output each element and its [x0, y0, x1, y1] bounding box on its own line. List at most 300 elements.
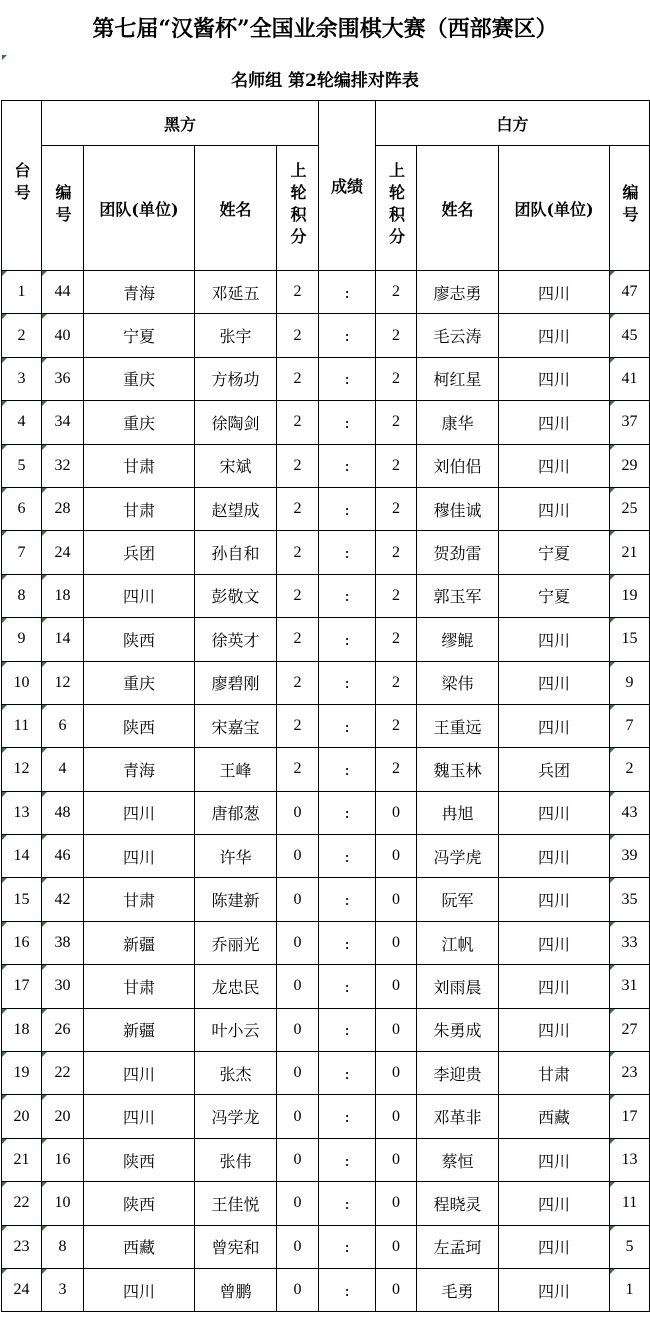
cell-marker-icon [42, 662, 47, 667]
cell-marker-icon [610, 401, 615, 406]
white-id: 31 [610, 965, 650, 1008]
black-team: 重庆 [84, 357, 195, 400]
table-row [2, 444, 650, 487]
cell-marker-icon [2, 55, 7, 60]
black-team: 甘肃 [84, 487, 195, 530]
white-prev-score: 0 [376, 1095, 417, 1138]
white-prev-score: 0 [376, 1182, 417, 1225]
table-row [2, 574, 650, 617]
white-prev-score: 0 [376, 835, 417, 878]
black-team: 西藏 [84, 1225, 195, 1268]
result-separator: : [319, 835, 376, 878]
white-name: 刘雨晨 [417, 965, 499, 1008]
table-row [2, 531, 650, 574]
cell-marker-icon [42, 1009, 47, 1014]
result-separator: : [319, 574, 376, 617]
white-id: 37 [610, 401, 650, 444]
black-prev-score: 0 [277, 835, 319, 878]
table-row [2, 357, 650, 400]
cell-marker-icon [610, 314, 615, 319]
white-prev-score: 0 [376, 791, 417, 834]
cell-marker-icon [610, 662, 615, 667]
white-team: 四川 [499, 401, 610, 444]
white-name: 康华 [417, 401, 499, 444]
header-black-name: 姓名 [195, 146, 277, 271]
black-id: 22 [42, 1052, 84, 1095]
white-name: 毛勇 [417, 1268, 499, 1311]
white-id: 23 [610, 1052, 650, 1095]
cell-marker-icon [610, 575, 615, 580]
white-id: 15 [610, 618, 650, 661]
white-prev-score: 2 [376, 444, 417, 487]
white-team: 四川 [499, 878, 610, 921]
white-id: 41 [610, 357, 650, 400]
black-team: 四川 [84, 1268, 195, 1311]
black-id: 26 [42, 1008, 84, 1051]
white-name: 郭玉军 [417, 574, 499, 617]
cell-marker-icon [42, 314, 47, 319]
black-name: 邓延五 [195, 271, 277, 314]
black-id: 42 [42, 878, 84, 921]
white-team: 四川 [499, 1182, 610, 1225]
cell-marker-icon [2, 618, 7, 623]
result-separator: : [319, 748, 376, 791]
black-prev-score: 2 [277, 487, 319, 530]
white-name: 穆佳诚 [417, 487, 499, 530]
board-number: 24 [2, 1268, 42, 1311]
white-name: 程晓灵 [417, 1182, 499, 1225]
header-board: 台号 [2, 101, 42, 271]
white-id: 17 [610, 1095, 650, 1138]
cell-marker-icon [42, 705, 47, 710]
black-team: 重庆 [84, 401, 195, 444]
black-name: 张宇 [195, 314, 277, 357]
result-separator: : [319, 271, 376, 314]
white-team: 四川 [499, 1008, 610, 1051]
board-number: 13 [2, 791, 42, 834]
table-row [2, 704, 650, 747]
table-row [2, 878, 650, 921]
white-name: 毛云涛 [417, 314, 499, 357]
cell-marker-icon [610, 531, 615, 536]
black-name: 徐陶剑 [195, 401, 277, 444]
cell-marker-icon [2, 401, 7, 406]
white-id: 19 [610, 574, 650, 617]
board-number: 20 [2, 1095, 42, 1138]
cell-marker-icon [610, 705, 615, 710]
black-name: 王峰 [195, 748, 277, 791]
cell-marker-icon [42, 1226, 47, 1231]
result-separator: : [319, 618, 376, 661]
black-team: 甘肃 [84, 878, 195, 921]
white-id: 35 [610, 878, 650, 921]
black-prev-score: 2 [277, 271, 319, 314]
cell-marker-icon [610, 792, 615, 797]
cell-marker-icon [2, 965, 7, 970]
result-separator: : [319, 531, 376, 574]
black-id: 8 [42, 1225, 84, 1268]
cell-marker-icon [2, 531, 7, 536]
result-separator: : [319, 314, 376, 357]
black-id: 3 [42, 1268, 84, 1311]
cell-marker-icon [42, 1182, 47, 1187]
cell-marker-icon [2, 835, 7, 840]
result-separator: : [319, 704, 376, 747]
white-prev-score: 2 [376, 487, 417, 530]
black-name: 乔丽光 [195, 921, 277, 964]
black-id: 48 [42, 791, 84, 834]
pairing-rows [2, 271, 650, 1312]
table-row [2, 791, 650, 834]
black-id: 36 [42, 357, 84, 400]
black-name: 龙忠民 [195, 965, 277, 1008]
white-prev-score: 2 [376, 271, 417, 314]
table-row [2, 618, 650, 661]
cell-marker-icon [610, 1139, 615, 1144]
black-name: 冯学龙 [195, 1095, 277, 1138]
black-prev-score: 2 [277, 401, 319, 444]
white-name: 贺劲雷 [417, 531, 499, 574]
cell-marker-icon [42, 878, 47, 883]
result-separator: : [319, 921, 376, 964]
black-prev-score: 2 [277, 661, 319, 704]
white-id: 1 [610, 1268, 650, 1311]
white-team: 四川 [499, 704, 610, 747]
cell-marker-icon [2, 922, 7, 927]
cell-marker-icon [42, 618, 47, 623]
white-id: 2 [610, 748, 650, 791]
cell-marker-icon [2, 878, 7, 883]
table-row [2, 965, 650, 1008]
black-team: 四川 [84, 1095, 195, 1138]
white-prev-score: 0 [376, 1052, 417, 1095]
cell-marker-icon [2, 1226, 7, 1231]
cell-marker-icon [2, 1052, 7, 1057]
white-team: 兵团 [499, 748, 610, 791]
black-id: 14 [42, 618, 84, 661]
table-row [2, 661, 650, 704]
cell-marker-icon [610, 1095, 615, 1100]
board-number: 12 [2, 748, 42, 791]
result-separator: : [319, 1095, 376, 1138]
white-prev-score: 0 [376, 1008, 417, 1051]
black-id: 6 [42, 704, 84, 747]
white-id: 45 [610, 314, 650, 357]
cell-marker-icon [2, 748, 7, 753]
white-team: 四川 [499, 487, 610, 530]
black-id: 16 [42, 1138, 84, 1181]
table-row [2, 271, 650, 314]
white-id: 9 [610, 661, 650, 704]
board-number: 15 [2, 878, 42, 921]
cell-marker-icon [610, 748, 615, 753]
white-prev-score: 2 [376, 748, 417, 791]
table-row [2, 1052, 650, 1095]
cell-marker-icon [42, 401, 47, 406]
board-number: 23 [2, 1225, 42, 1268]
cell-marker-icon [610, 835, 615, 840]
cell-marker-icon [610, 1009, 615, 1014]
black-id: 40 [42, 314, 84, 357]
cell-marker-icon [42, 748, 47, 753]
black-name: 宋嘉宝 [195, 704, 277, 747]
white-prev-score: 2 [376, 531, 417, 574]
white-name: 缪鲲 [417, 618, 499, 661]
board-number: 9 [2, 618, 42, 661]
white-team: 四川 [499, 618, 610, 661]
cell-marker-icon [610, 488, 615, 493]
cell-marker-icon [2, 271, 7, 276]
cell-marker-icon [2, 1009, 7, 1014]
black-team: 甘肃 [84, 965, 195, 1008]
result-separator: : [319, 444, 376, 487]
table-row [2, 835, 650, 878]
cell-marker-icon [610, 878, 615, 883]
white-name: 朱勇成 [417, 1008, 499, 1051]
cell-marker-icon [2, 488, 7, 493]
white-prev-score: 0 [376, 1138, 417, 1181]
white-prev-score: 2 [376, 314, 417, 357]
table-row [2, 314, 650, 357]
white-team: 四川 [499, 314, 610, 357]
black-prev-score: 0 [277, 1268, 319, 1311]
board-number: 19 [2, 1052, 42, 1095]
white-team: 四川 [499, 921, 610, 964]
black-id: 46 [42, 835, 84, 878]
white-id: 39 [610, 835, 650, 878]
cell-marker-icon [610, 358, 615, 363]
black-name: 徐英才 [195, 618, 277, 661]
cell-marker-icon [2, 1139, 7, 1144]
black-prev-score: 0 [277, 1095, 319, 1138]
header-black: 黑方 [42, 101, 319, 146]
white-team: 四川 [499, 271, 610, 314]
board-number: 8 [2, 574, 42, 617]
table-row [2, 1138, 650, 1181]
cell-marker-icon [42, 271, 47, 276]
black-team: 重庆 [84, 661, 195, 704]
table-row [2, 1225, 650, 1268]
board-number: 10 [2, 661, 42, 704]
black-team: 陕西 [84, 704, 195, 747]
white-team: 宁夏 [499, 531, 610, 574]
white-prev-score: 0 [376, 921, 417, 964]
black-team: 陕西 [84, 1138, 195, 1181]
black-prev-score: 2 [277, 574, 319, 617]
white-name: 冯学虎 [417, 835, 499, 878]
white-team: 四川 [499, 444, 610, 487]
black-team: 四川 [84, 791, 195, 834]
white-prev-score: 2 [376, 704, 417, 747]
white-prev-score: 0 [376, 1225, 417, 1268]
black-team: 四川 [84, 835, 195, 878]
black-prev-score: 2 [277, 704, 319, 747]
cell-marker-icon [2, 792, 7, 797]
cell-marker-icon [42, 1095, 47, 1100]
header-black-team: 团队(单位) [84, 146, 195, 271]
black-prev-score: 2 [277, 531, 319, 574]
white-name: 蔡恒 [417, 1138, 499, 1181]
black-prev-score: 0 [277, 965, 319, 1008]
header-white-team: 团队(单位) [499, 146, 610, 271]
cell-marker-icon [610, 1182, 615, 1187]
white-prev-score: 2 [376, 574, 417, 617]
black-name: 孙自和 [195, 531, 277, 574]
cell-marker-icon [2, 1182, 7, 1187]
cell-marker-icon [42, 792, 47, 797]
table-row [2, 748, 650, 791]
cell-marker-icon [2, 575, 7, 580]
black-team: 陕西 [84, 618, 195, 661]
board-number: 2 [2, 314, 42, 357]
white-id: 27 [610, 1008, 650, 1051]
result-separator: : [319, 1052, 376, 1095]
cell-marker-icon [2, 662, 7, 667]
cell-marker-icon [42, 488, 47, 493]
white-id: 43 [610, 791, 650, 834]
result-separator: : [319, 487, 376, 530]
cell-marker-icon [42, 1139, 47, 1144]
black-team: 四川 [84, 1052, 195, 1095]
table-row [2, 921, 650, 964]
black-prev-score: 0 [277, 1052, 319, 1095]
black-prev-score: 2 [277, 618, 319, 661]
white-id: 5 [610, 1225, 650, 1268]
cell-marker-icon [42, 575, 47, 580]
black-id: 10 [42, 1182, 84, 1225]
black-prev-score: 0 [277, 1138, 319, 1181]
black-team: 新疆 [84, 921, 195, 964]
table-row [2, 1182, 650, 1225]
cell-marker-icon [42, 922, 47, 927]
black-name: 张伟 [195, 1138, 277, 1181]
black-name: 王佳悦 [195, 1182, 277, 1225]
white-id: 11 [610, 1182, 650, 1225]
board-number: 6 [2, 487, 42, 530]
black-name: 彭敬文 [195, 574, 277, 617]
cell-marker-icon [42, 1269, 47, 1274]
white-name: 廖志勇 [417, 271, 499, 314]
black-name: 方杨功 [195, 357, 277, 400]
black-id: 18 [42, 574, 84, 617]
cell-marker-icon [610, 618, 615, 623]
cell-marker-icon [42, 358, 47, 363]
board-number: 21 [2, 1138, 42, 1181]
black-team: 四川 [84, 574, 195, 617]
white-name: 魏玉林 [417, 748, 499, 791]
white-id: 47 [610, 271, 650, 314]
cell-marker-icon [610, 1226, 615, 1231]
result-separator: : [319, 1182, 376, 1225]
header-white-id: 编号 [610, 146, 650, 271]
cell-marker-icon [2, 1095, 7, 1100]
black-id: 4 [42, 748, 84, 791]
white-team: 西藏 [499, 1095, 610, 1138]
black-name: 曾宪和 [195, 1225, 277, 1268]
table-row [2, 1008, 650, 1051]
black-team: 青海 [84, 748, 195, 791]
board-number: 5 [2, 444, 42, 487]
white-id: 25 [610, 487, 650, 530]
black-name: 唐郁葱 [195, 791, 277, 834]
table-row [2, 1095, 650, 1138]
black-name: 曾鹏 [195, 1268, 277, 1311]
black-prev-score: 0 [277, 1225, 319, 1268]
document-title: 第七届“汉酱杯”全国业余围棋大赛（西部赛区） [92, 16, 558, 42]
white-id: 29 [610, 444, 650, 487]
white-team: 甘肃 [499, 1052, 610, 1095]
white-id: 7 [610, 704, 650, 747]
document-subtitle: 名师组 第2轮编排对阵表 [231, 71, 419, 91]
white-name: 江帆 [417, 921, 499, 964]
cell-marker-icon [2, 314, 7, 319]
cell-marker-icon [2, 358, 7, 363]
cell-marker-icon [2, 1269, 7, 1274]
black-prev-score: 2 [277, 748, 319, 791]
black-team: 甘肃 [84, 444, 195, 487]
black-team: 宁夏 [84, 314, 195, 357]
white-name: 梁伟 [417, 661, 499, 704]
black-team: 兵团 [84, 531, 195, 574]
white-name: 邓革非 [417, 1095, 499, 1138]
black-prev-score: 0 [277, 921, 319, 964]
result-separator: : [319, 1225, 376, 1268]
board-number: 14 [2, 835, 42, 878]
white-prev-score: 0 [376, 878, 417, 921]
result-separator: : [319, 878, 376, 921]
result-separator: : [319, 1268, 376, 1311]
cell-marker-icon [610, 1052, 615, 1057]
black-id: 38 [42, 921, 84, 964]
black-id: 28 [42, 487, 84, 530]
black-prev-score: 0 [277, 1182, 319, 1225]
black-team: 陕西 [84, 1182, 195, 1225]
black-id: 32 [42, 444, 84, 487]
header-white: 白方 [376, 101, 650, 146]
cell-marker-icon [610, 1269, 615, 1274]
white-prev-score: 0 [376, 965, 417, 1008]
result-separator: : [319, 401, 376, 444]
white-team: 四川 [499, 965, 610, 1008]
cell-marker-icon [610, 922, 615, 927]
white-id: 13 [610, 1138, 650, 1181]
white-prev-score: 2 [376, 661, 417, 704]
header-white-name: 姓名 [417, 146, 499, 271]
black-id: 44 [42, 271, 84, 314]
white-team: 宁夏 [499, 574, 610, 617]
black-name: 赵望成 [195, 487, 277, 530]
black-name: 许华 [195, 835, 277, 878]
black-prev-score: 2 [277, 357, 319, 400]
white-name: 王重远 [417, 704, 499, 747]
white-id: 21 [610, 531, 650, 574]
white-team: 四川 [499, 791, 610, 834]
black-id: 20 [42, 1095, 84, 1138]
black-id: 30 [42, 965, 84, 1008]
black-team: 新疆 [84, 1008, 195, 1051]
table-row [2, 401, 650, 444]
cell-marker-icon [610, 965, 615, 970]
board-number: 3 [2, 357, 42, 400]
white-name: 阮军 [417, 878, 499, 921]
white-name: 李迎贵 [417, 1052, 499, 1095]
black-name: 陈建新 [195, 878, 277, 921]
cell-marker-icon [42, 1052, 47, 1057]
header-black-prev-score: 上轮积分 [277, 146, 319, 271]
cell-marker-icon [42, 445, 47, 450]
header-result: 成绩 [319, 101, 376, 271]
black-name: 宋斌 [195, 444, 277, 487]
